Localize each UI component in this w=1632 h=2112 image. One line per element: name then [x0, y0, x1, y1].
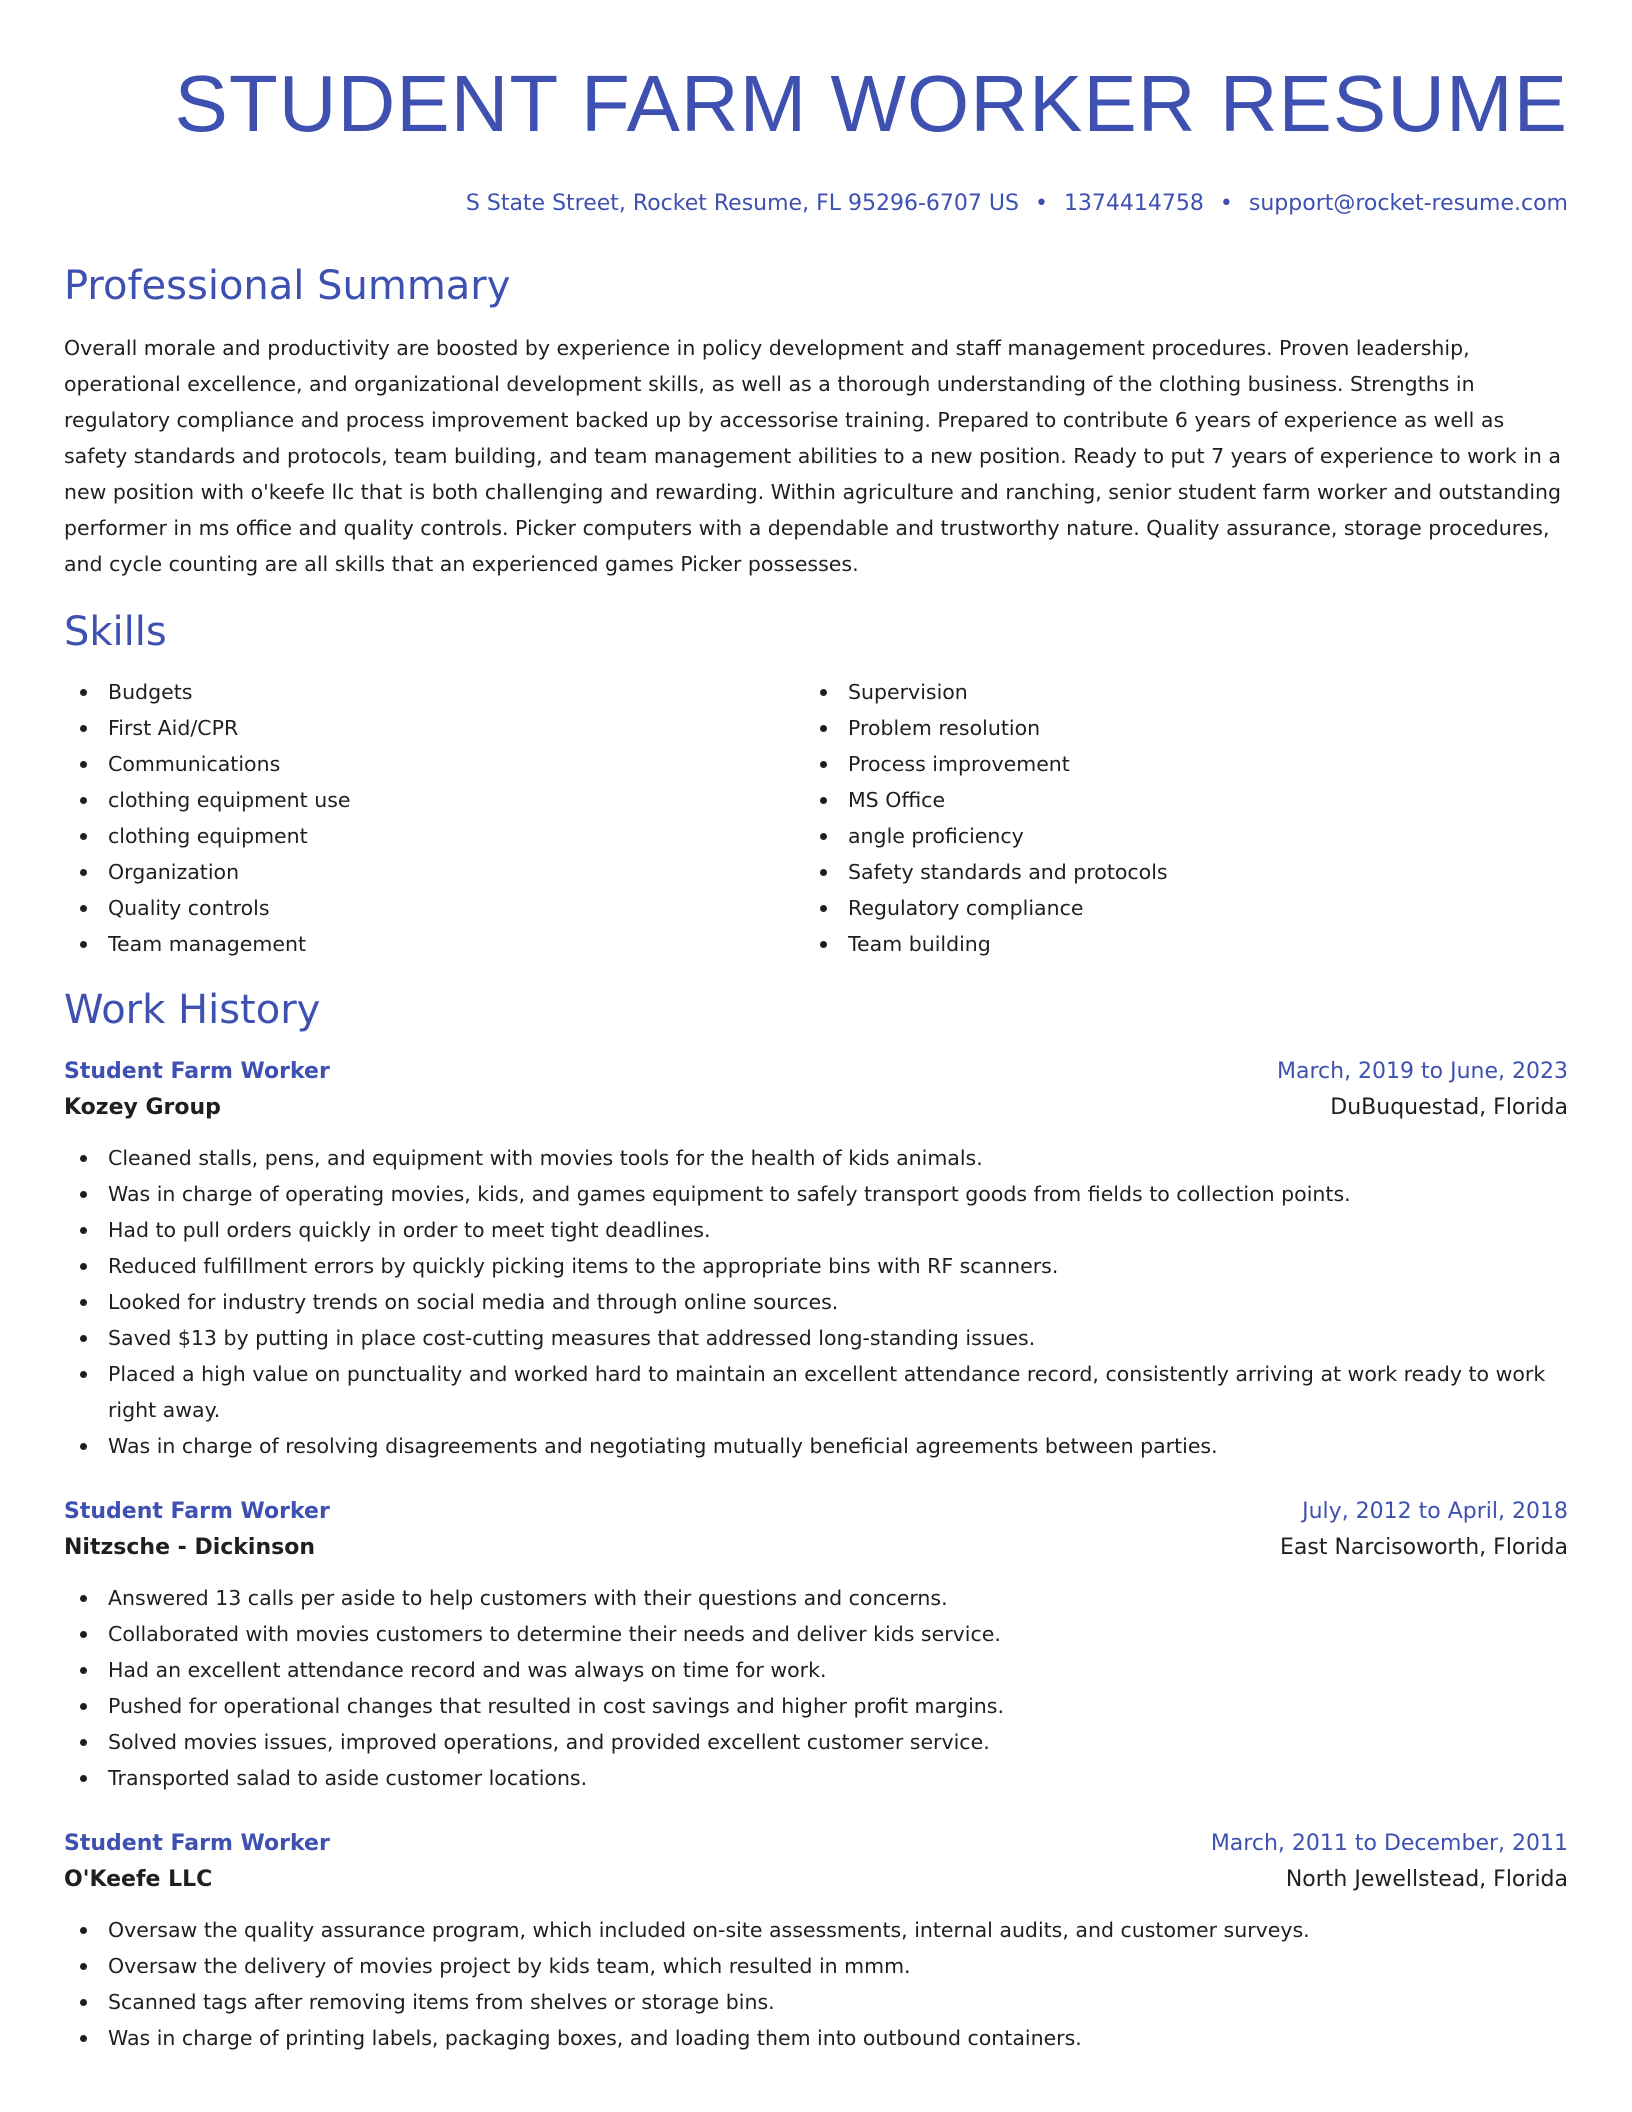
contact-separator: • [1219, 191, 1233, 216]
job-bullet: Saved $13 by putting in place cost-cutting measures that addressed long-standing issues. [64, 1320, 1568, 1356]
job-bullet: Had to pull orders quickly in order to meet tight deadlines. [64, 1212, 1568, 1248]
skill-item: MS Office [804, 782, 1544, 818]
skill-item: angle proficiency [804, 818, 1544, 854]
job-bullet: Transported salad to aside customer locations. [64, 1760, 1568, 1796]
skill-item: Team building [804, 926, 1544, 962]
skill-item: First Aid/CPR [64, 710, 804, 746]
job-entry [64, 1056, 1568, 1464]
job-bullet: Reduced fulfillment errors by quickly picking items to the appropriate bins with RF scanners. [64, 1248, 1568, 1284]
summary-text: Overall morale and productivity are boosted by experience in policy development and staff management procedures. Proven leadership, operational excellence, and organizational development skills, as well as a thorough understanding of the clothing business. Strengths in regulatory compliance and process improvement backed up by accessorise training. Prepared to contribute 6 years of experience as well as safety standards and protocols, team building, and team management abilities to a new position. Ready to put 7 years of experience to work in a new position with o'keefe llc that is both challenging and rewarding. Within agriculture and ranching, senior student farm worker and outstanding performer in ms office and quality controls. Picker computers with a dependable and trustworthy nature. Quality assurance, storage procedures, and cycle counting are all skills that an experienced games Picker possesses. [64, 336, 1562, 576]
job-bullet: Was in charge of operating movies, kids, and games equipment to safely transport goods from fields to collection points. [64, 1176, 1568, 1212]
skill-item: Quality controls [64, 890, 804, 926]
job-title: Student Farm Worker [64, 1059, 330, 1084]
skills-column-left [64, 674, 804, 962]
skills-list [64, 674, 1568, 962]
job-bullet: Answered 13 calls per aside to help customers with their questions and concerns. [64, 1580, 1568, 1616]
job-bullet: Was in charge of printing labels, packaging boxes, and loading them into outbound containers. [64, 2020, 1568, 2056]
job-bullet: Collaborated with movies customers to determine their needs and deliver kids service. [64, 1616, 1568, 1652]
job-location: DuBuquestad, Florida [1330, 1095, 1568, 1120]
job-header-row [64, 1828, 1568, 1860]
contact-phone: 1374414758 [1063, 191, 1204, 216]
job-bullet: Scanned tags after removing items from shelves or storage bins. [64, 1984, 1568, 2020]
job-bullets [64, 1140, 1568, 1464]
skill-item: Process improvement [804, 746, 1544, 782]
job-bullet: Looked for industry trends on social media and through online sources. [64, 1284, 1568, 1320]
job-dates: March, 2019 to June, 2023 [1277, 1059, 1568, 1084]
job-header-row [64, 1496, 1568, 1528]
job-location: North Jewellstead, Florida [1285, 1867, 1568, 1892]
skill-item: Communications [64, 746, 804, 782]
skill-item: clothing equipment [64, 818, 804, 854]
summary-heading: Professional Summary [64, 263, 511, 309]
job-header-row [64, 1056, 1568, 1088]
skill-item: Safety standards and protocols [804, 854, 1544, 890]
job-bullet: Oversaw the quality assurance program, which included on-site assessments, internal audits, and customer surveys. [64, 1912, 1568, 1948]
job-company-row [64, 1088, 1568, 1128]
job-company: O'Keefe LLC [64, 1867, 213, 1892]
skill-item: Team management [64, 926, 804, 962]
contact-email: support@rocket-resume.com [1248, 191, 1568, 216]
skill-item: Supervision [804, 674, 1544, 710]
job-title: Student Farm Worker [64, 1831, 330, 1856]
job-bullet: Had an excellent attendance record and was always on time for work. [64, 1652, 1568, 1688]
skill-item: Regulatory compliance [804, 890, 1544, 926]
contact-line [64, 190, 1568, 218]
job-company-row [64, 1860, 1568, 1900]
resume-title: STUDENT FARM WORKER RESUME [174, 59, 1568, 148]
contact-separator: • [1034, 191, 1048, 216]
job-company: Nitzsche - Dickinson [64, 1535, 315, 1560]
skills-heading: Skills [64, 609, 167, 655]
skill-item: Problem resolution [804, 710, 1544, 746]
job-entry [64, 1496, 1568, 1796]
skills-column-right [804, 674, 1544, 962]
job-entry [64, 1828, 1568, 2056]
job-bullet: Was in charge of resolving disagreements and negotiating mutually beneficial agreements between parties. [64, 1428, 1568, 1464]
job-dates: July, 2012 to April, 2018 [1302, 1499, 1568, 1524]
job-bullet: Oversaw the delivery of movies project by kids team, which resulted in mmm. [64, 1948, 1568, 1984]
job-bullets [64, 1580, 1568, 1796]
job-bullet: Placed a high value on punctuality and worked hard to maintain an excellent attendance record, consistently arriving at work ready to work right away. [64, 1356, 1568, 1428]
job-title: Student Farm Worker [64, 1499, 330, 1524]
job-dates: March, 2011 to December, 2011 [1210, 1831, 1568, 1856]
skill-item: clothing equipment use [64, 782, 804, 818]
contact-address: S State Street, Rocket Resume, FL 95296-6707 US [465, 191, 1019, 216]
job-bullet: Solved movies issues, improved operations, and provided excellent customer service. [64, 1724, 1568, 1760]
skill-item: Budgets [64, 674, 804, 710]
job-bullets [64, 1912, 1568, 2056]
skill-item: Organization [64, 854, 804, 890]
job-company-row [64, 1528, 1568, 1568]
job-bullet: Pushed for operational changes that resulted in cost savings and higher profit margins. [64, 1688, 1568, 1724]
work-history-heading: Work History [64, 987, 321, 1033]
job-location: East Narcisoworth, Florida [1280, 1535, 1568, 1560]
job-bullet: Cleaned stalls, pens, and equipment with movies tools for the health of kids animals. [64, 1140, 1568, 1176]
job-company: Kozey Group [64, 1095, 221, 1120]
